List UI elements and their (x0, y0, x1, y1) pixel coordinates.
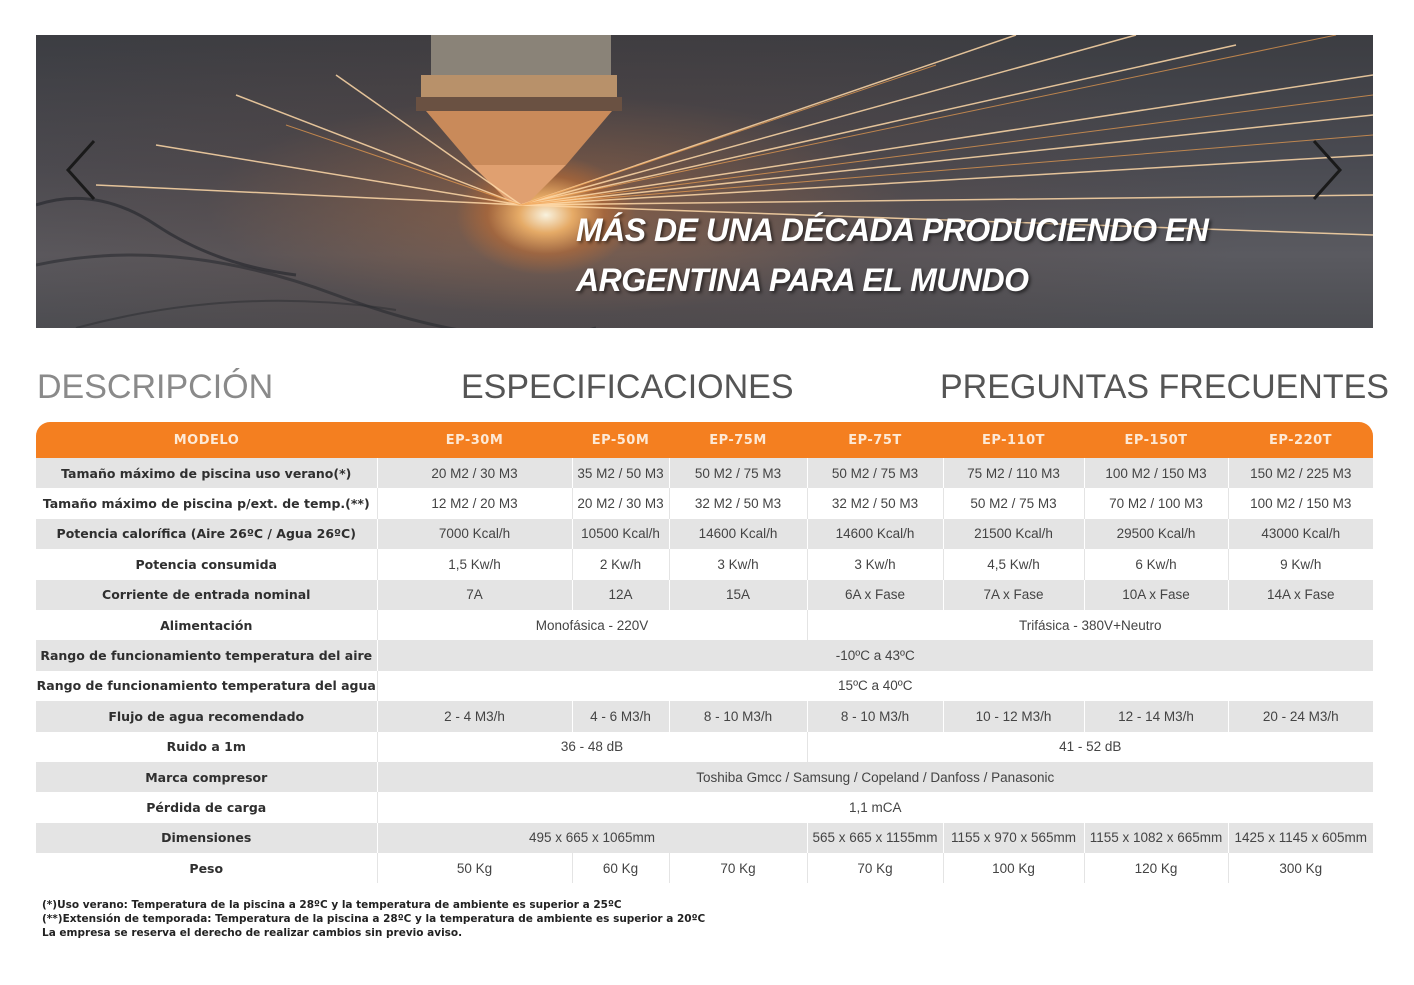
table-cell: 6A x Fase (807, 580, 943, 610)
table-cell: 8 - 10 M3/h (669, 701, 807, 731)
row-label: Marca compresor (36, 762, 377, 792)
table-cell: 75 M2 / 110 M3 (943, 458, 1084, 488)
table-cell: 20 M2 / 30 M3 (377, 458, 572, 488)
table-row (36, 488, 1373, 518)
table-cell: 9 Kw/h (1228, 549, 1373, 579)
table-cell: 29500 Kcal/h (1084, 519, 1228, 549)
table-row (36, 549, 1373, 579)
row-label: Flujo de agua recomendado (36, 701, 377, 731)
table-cell: 32 M2 / 50 M3 (807, 488, 943, 518)
table-row (36, 519, 1373, 549)
row-label: Dimensiones (36, 823, 377, 853)
table-cell: 4 - 6 M3/h (572, 701, 669, 731)
table-cell: 10 - 12 M3/h (943, 701, 1084, 731)
table-row (36, 732, 1373, 762)
row-label: Alimentación (36, 610, 377, 640)
table-cell: 1155 x 970 x 565mm (943, 823, 1084, 853)
row-label: Potencia calorífica (Aire 26ºC / Agua 26ºC) (36, 519, 377, 549)
table-cell: 2 Kw/h (572, 549, 669, 579)
table-cell: 70 Kg (669, 853, 807, 883)
table-row (36, 823, 1373, 853)
table-cell: 1425 x 1145 x 605mm (1228, 823, 1373, 853)
table-cell: 50 M2 / 75 M3 (807, 458, 943, 488)
table-cell-all-models: Toshiba Gmcc / Samsung / Copeland / Danfoss / Panasonic (377, 762, 1373, 792)
table-cell: 20 - 24 M3/h (1228, 701, 1373, 731)
table-row (36, 762, 1373, 792)
table-cell: 50 Kg (377, 853, 572, 883)
row-label: Ruido a 1m (36, 732, 377, 762)
header-ep-75m: EP-75M (669, 422, 807, 458)
table-cell: 70 Kg (807, 853, 943, 883)
table-cell: 300 Kg (1228, 853, 1373, 883)
table-cell: 7A x Fase (943, 580, 1084, 610)
header-ep-50m: EP-50M (572, 422, 669, 458)
tab-specifications[interactable]: ESPECIFICACIONES (461, 368, 794, 406)
table-cell: 1155 x 1082 x 665mm (1084, 823, 1228, 853)
table-cell: 50 M2 / 75 M3 (669, 458, 807, 488)
table-cell: 50 M2 / 75 M3 (943, 488, 1084, 518)
table-cell: 20 M2 / 30 M3 (572, 488, 669, 518)
table-cell: 10A x Fase (1084, 580, 1228, 610)
hero-headline-line2: ARGENTINA PARA EL MUNDO (576, 262, 1029, 298)
table-cell: 3 Kw/h (807, 549, 943, 579)
row-label: Corriente de entrada nominal (36, 580, 377, 610)
table-row (36, 610, 1373, 640)
table-cell-triphase: Trifásica - 380V+Neutro (807, 610, 1373, 640)
header-ep-110t: EP-110T (943, 422, 1084, 458)
table-cell-monophase: 495 x 665 x 1065mm (377, 823, 807, 853)
row-label: Pérdida de carga (36, 792, 377, 822)
table-cell-all-models: 15ºC a 40ºC (377, 671, 1373, 701)
table-cell: 21500 Kcal/h (943, 519, 1084, 549)
table-cell-all-models: 1,1 mCA (377, 792, 1373, 822)
table-cell: 8 - 10 M3/h (807, 701, 943, 731)
table-cell: 14600 Kcal/h (669, 519, 807, 549)
chevron-left-icon (62, 135, 102, 205)
table-cell: 60 Kg (572, 853, 669, 883)
table-cell: 12 M2 / 20 M3 (377, 488, 572, 518)
table-cell: 14A x Fase (1228, 580, 1373, 610)
carousel-prev-button[interactable] (62, 135, 102, 205)
row-label: Tamaño máximo de piscina uso verano(*) (36, 458, 377, 488)
table-cell-monophase: 36 - 48 dB (377, 732, 807, 762)
table-cell-all-models: -10ºC a 43ºC (377, 640, 1373, 670)
table-cell: 7000 Kcal/h (377, 519, 572, 549)
table-cell: 150 M2 / 225 M3 (1228, 458, 1373, 488)
table-cell: 2 - 4 M3/h (377, 701, 572, 731)
table-cell: 43000 Kcal/h (1228, 519, 1373, 549)
chevron-right-icon (1306, 135, 1346, 205)
header-ep-220t: EP-220T (1228, 422, 1373, 458)
hero-headline (576, 205, 1356, 305)
table-cell: 10500 Kcal/h (572, 519, 669, 549)
table-cell: 4,5 Kw/h (943, 549, 1084, 579)
table-cell: 100 M2 / 150 M3 (1084, 458, 1228, 488)
tab-description[interactable]: DESCRIPCIÓN (37, 368, 274, 406)
header-model: MODELO (36, 422, 377, 458)
footnote-disclaimer: La empresa se reserva el derecho de realizar cambios sin previo aviso. (42, 927, 463, 939)
hero-banner (36, 35, 1373, 328)
table-cell: 3 Kw/h (669, 549, 807, 579)
table-cell: 100 M2 / 150 M3 (1228, 488, 1373, 518)
table-row (36, 792, 1373, 822)
table-cell: 15A (669, 580, 807, 610)
hero-headline-line1: MÁS DE UNA DÉCADA PRODUCIENDO EN (576, 212, 1209, 248)
table-cell: 35 M2 / 50 M3 (572, 458, 669, 488)
carousel-next-button[interactable] (1306, 135, 1346, 205)
table-cell: 565 x 665 x 1155mm (807, 823, 943, 853)
footnote-summer: (*)Uso verano: Temperatura de la piscina a 28ºC y la temperatura de ambiente es superior a 25ºC (42, 899, 622, 911)
table-row (36, 580, 1373, 610)
table-row (36, 853, 1373, 883)
table-cell: 70 M2 / 100 M3 (1084, 488, 1228, 518)
specifications-table (36, 422, 1373, 883)
row-label: Peso (36, 853, 377, 883)
table-header-row (36, 422, 1373, 458)
table-row (36, 458, 1373, 488)
row-label: Potencia consumida (36, 549, 377, 579)
row-label: Rango de funcionamiento temperatura del aire (36, 640, 377, 670)
table-cell: 32 M2 / 50 M3 (669, 488, 807, 518)
header-ep-30m: EP-30M (377, 422, 572, 458)
table-cell: 12A (572, 580, 669, 610)
row-label: Tamaño máximo de piscina p/ext. de temp.(**) (36, 488, 377, 518)
table-row (36, 701, 1373, 731)
table-cell-monophase: Monofásica - 220V (377, 610, 807, 640)
table-row (36, 640, 1373, 670)
table-cell: 7A (377, 580, 572, 610)
row-label: Rango de funcionamiento temperatura del agua (36, 671, 377, 701)
footnotes (42, 898, 942, 940)
header-ep-75t: EP-75T (807, 422, 943, 458)
table-cell: 1,5 Kw/h (377, 549, 572, 579)
table-cell: 100 Kg (943, 853, 1084, 883)
header-ep-150t: EP-150T (1084, 422, 1228, 458)
table-cell: 12 - 14 M3/h (1084, 701, 1228, 731)
table-cell: 6 Kw/h (1084, 549, 1228, 579)
table-cell: 14600 Kcal/h (807, 519, 943, 549)
table-cell: 120 Kg (1084, 853, 1228, 883)
table-row (36, 671, 1373, 701)
footnote-season-extension: (**)Extensión de temporada: Temperatura de la piscina a 28ºC y la temperatura de ambiente es superior a 20ºC (42, 913, 706, 925)
table-cell-triphase: 41 - 52 dB (807, 732, 1373, 762)
tab-faq[interactable]: PREGUNTAS FRECUENTES (940, 368, 1389, 406)
